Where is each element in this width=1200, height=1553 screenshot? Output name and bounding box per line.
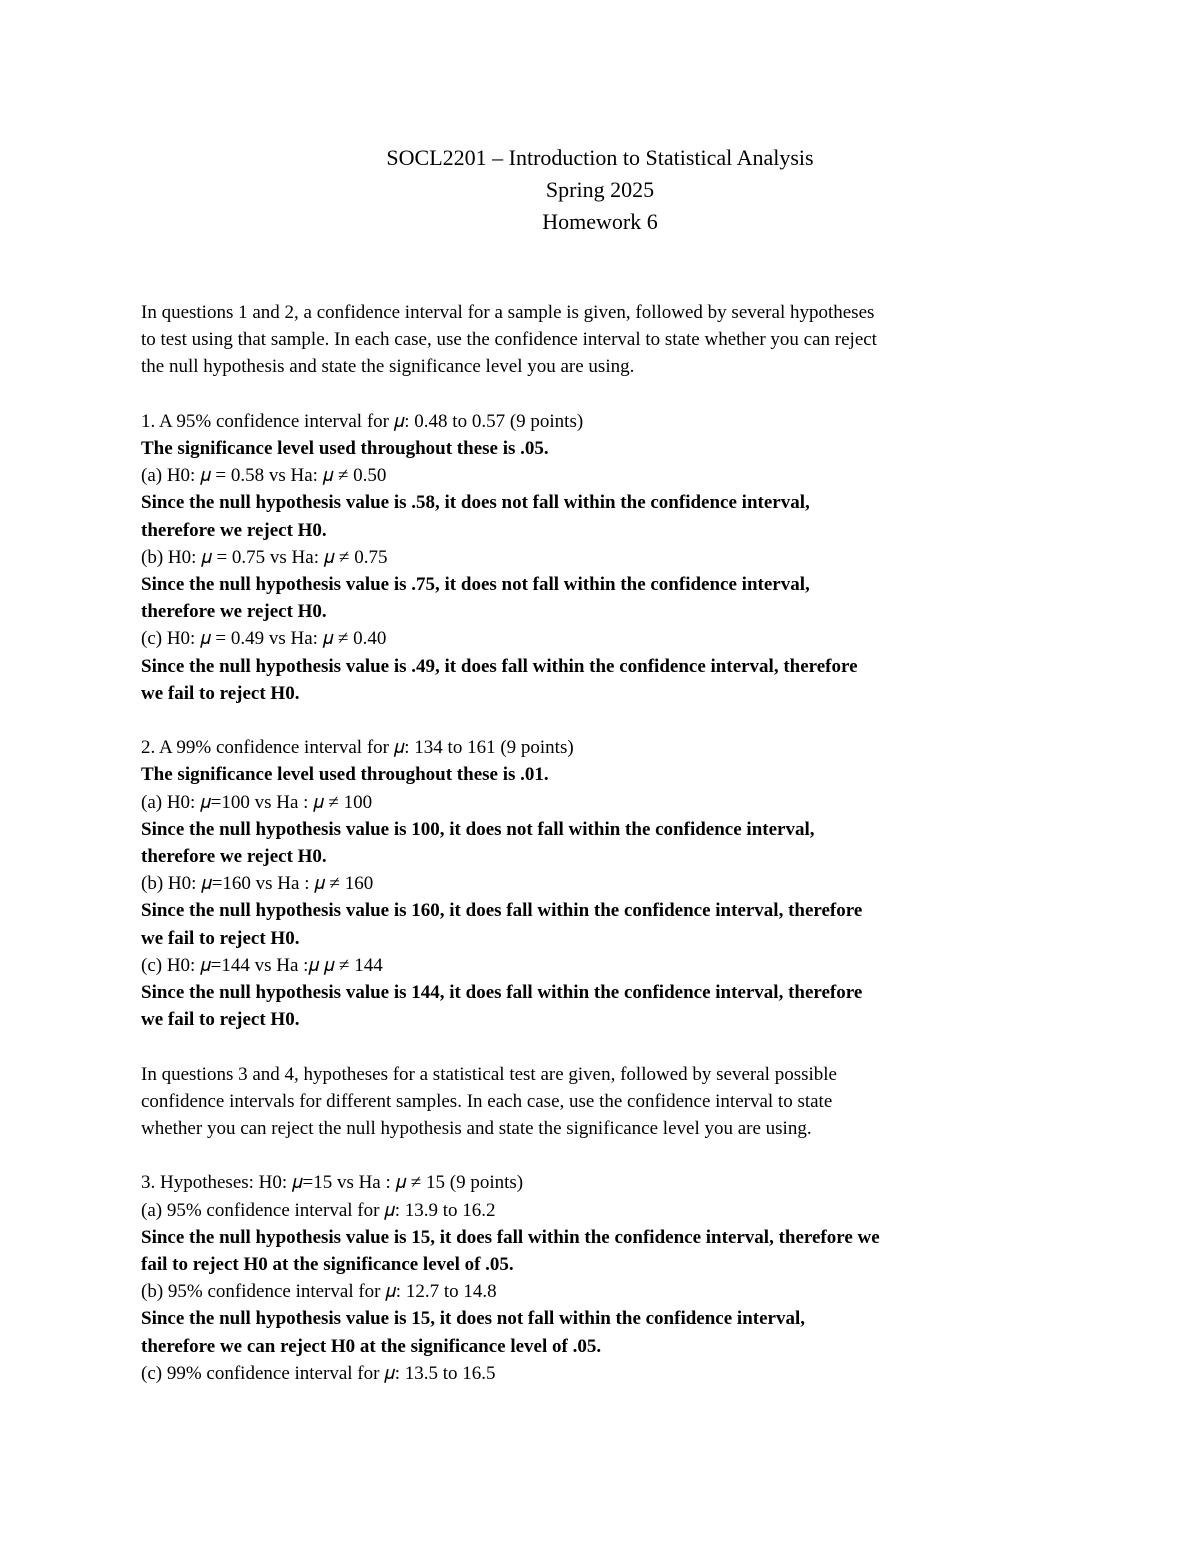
answer-a-cont: therefore we reject H0. (141, 519, 327, 541)
question-1 (141, 408, 1071, 707)
hypothesis-c: (c) H0: 𝜇=144 vs Ha :𝜇 𝜇 ≠ 144 (141, 954, 383, 976)
answer-a: Since the null hypothesis value is 15, it does fall within the confidence interval, therefore we (141, 1226, 880, 1248)
answer-b-cont: therefore we can reject H0 at the significance level of .05. (141, 1335, 602, 1357)
intro-line: the null hypothesis and state the significance level you are using. (141, 356, 635, 378)
answer-b: Since the null hypothesis value is .75, it does not fall within the confidence interval, (141, 574, 810, 596)
question-prompt: 3. Hypotheses: H0: 𝜇=15 vs Ha : 𝜇 ≠ 15 (9 points) (141, 1172, 524, 1194)
answer-c: Since the null hypothesis value is 144, it does fall within the confidence interval, therefore (141, 982, 863, 1004)
hypothesis-b: (b) H0: 𝜇=160 vs Ha : 𝜇 ≠ 160 (141, 873, 374, 895)
intro-line: confidence intervals for different samples. In each case, use the confidence interval to state (141, 1090, 833, 1112)
intro-questions-3-4 (141, 1061, 1071, 1143)
term-label: Spring 2025 (545, 177, 655, 202)
intro-questions-1-2 (141, 299, 1071, 381)
document-body (141, 299, 1071, 1387)
intro-line: In questions 1 and 2, a confidence interval for a sample is given, followed by several hypotheses (141, 302, 875, 323)
significance-statement: The significance level used throughout these is .05. (141, 438, 549, 459)
hypothesis-a: (a) H0: 𝜇 = 0.58 vs Ha: 𝜇 ≠ 0.50 (141, 465, 387, 487)
confidence-interval-a: (a) 95% confidence interval for 𝜇: 13.9 to 16.2 (141, 1199, 496, 1221)
answer-b-cont: therefore we reject H0. (141, 601, 327, 623)
question-2 (141, 734, 1071, 1033)
answer-b-cont: we fail to reject H0. (141, 927, 300, 949)
answer-c-cont: we fail to reject H0. (141, 682, 300, 704)
hypothesis-b: (b) H0: 𝜇 = 0.75 vs Ha: 𝜇 ≠ 0.75 (141, 546, 388, 568)
confidence-interval-b: (b) 95% confidence interval for 𝜇: 12.7 to 14.8 (141, 1281, 497, 1303)
intro-line: to test using that sample. In each case, use the confidence interval to state whether you can reject (141, 329, 877, 351)
answer-a-cont: fail to reject H0 at the significance level of .05. (141, 1254, 514, 1276)
significance-statement: The significance level used throughout these is .01. (141, 764, 549, 786)
answer-b: Since the null hypothesis value is 15, it does not fall within the confidence interval, (141, 1308, 805, 1330)
confidence-interval-c: (c) 99% confidence interval for 𝜇: 13.5 to 16.5 (141, 1362, 496, 1384)
course-title: SOCL2201 – Introduction to Statistical Analysis (386, 145, 814, 170)
answer-a: Since the null hypothesis value is 100, it does not fall within the confidence interval, (141, 818, 815, 840)
answer-a: Since the null hypothesis value is .58, it does not fall within the confidence interval, (141, 492, 810, 514)
hypothesis-a: (a) H0: 𝜇=100 vs Ha : 𝜇 ≠ 100 (141, 791, 373, 813)
intro-line: whether you can reject the null hypothesis and state the significance level you are using. (141, 1118, 812, 1140)
hypothesis-c: (c) H0: 𝜇 = 0.49 vs Ha: 𝜇 ≠ 0.40 (141, 628, 387, 650)
answer-a-cont: therefore we reject H0. (141, 846, 327, 868)
question-prompt: 1. A 95% confidence interval for 𝜇: 0.48 to 0.57 (9 points) (141, 410, 584, 432)
document-header (0, 142, 1200, 238)
intro-line: In questions 3 and 4, hypotheses for a statistical test are given, followed by several possible (141, 1063, 837, 1085)
answer-c-cont: we fail to reject H0. (141, 1009, 300, 1031)
answer-c: Since the null hypothesis value is .49, it does fall within the confidence interval, therefore (141, 655, 858, 677)
answer-b: Since the null hypothesis value is 160, it does fall within the confidence interval, therefore (141, 900, 863, 922)
assignment-title: Homework 6 (542, 209, 658, 234)
question-prompt: 2. A 99% confidence interval for 𝜇: 134 to 161 (9 points) (141, 737, 574, 759)
question-3 (141, 1169, 1071, 1387)
